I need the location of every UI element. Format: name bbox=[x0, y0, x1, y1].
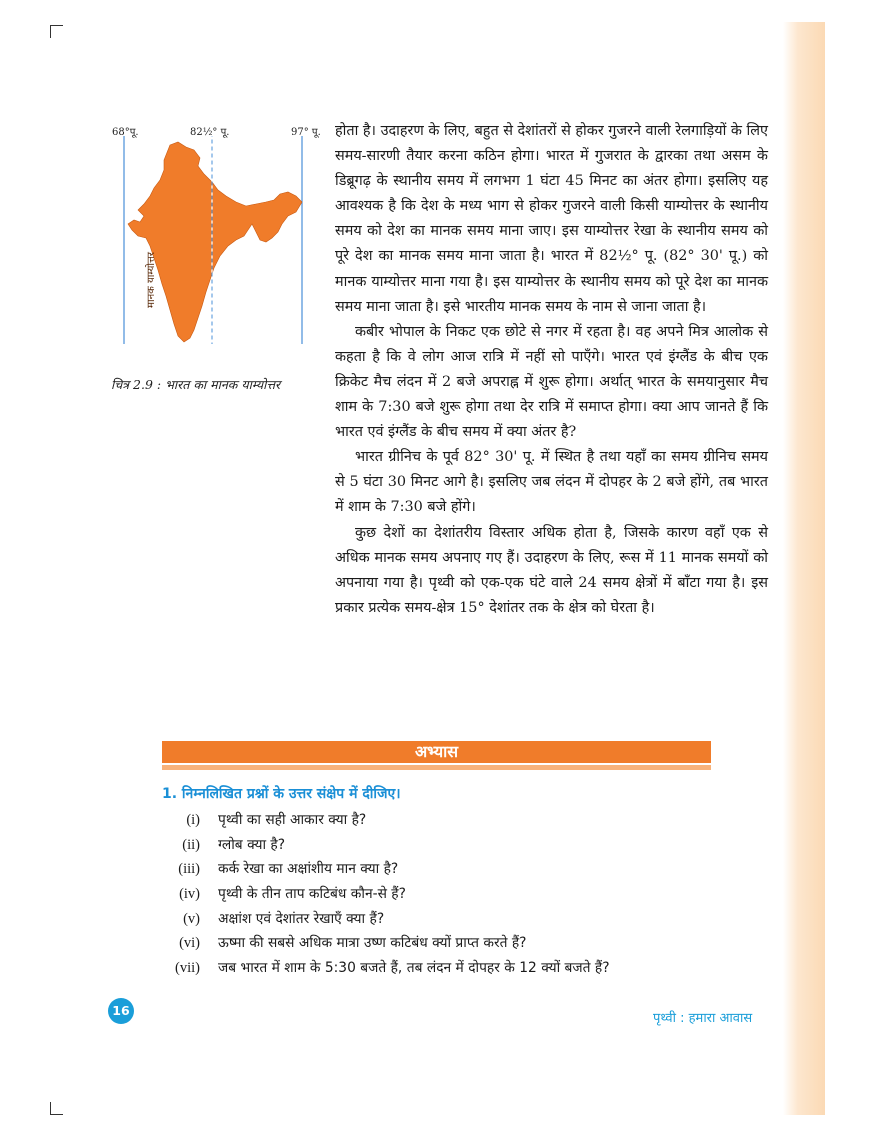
question-number: (vi) bbox=[179, 935, 200, 952]
question-item bbox=[160, 956, 740, 981]
question-item bbox=[160, 907, 740, 932]
question-list bbox=[160, 808, 740, 981]
figure-caption: चित्र 2.9 : भारत का मानक याम्योत्तर bbox=[111, 377, 281, 392]
paragraph-3: भारत ग्रीनिच के पूर्व 82° 30' पू. में स्थित है तथा यहाँ का समय ग्रीनिच समय से 5 घंटा 30 मिनट आगे है। इसलिए जब लंदन में दोपहर के 2 बजे होंगे, तब भारत में शाम के 7:30 बजे होंगे। bbox=[335, 449, 768, 516]
exercise-divider bbox=[162, 765, 711, 770]
question-number: (i) bbox=[186, 812, 200, 828]
page-number-badge: 16 bbox=[108, 998, 134, 1024]
meridian-label-68: 68°पू. bbox=[112, 127, 139, 138]
crop-mark-top bbox=[50, 25, 63, 38]
question-text: ग्लोब क्या है? bbox=[218, 836, 286, 853]
question-item bbox=[160, 808, 740, 833]
india-outline bbox=[128, 142, 302, 342]
meridian-label-82: 82½° पू. bbox=[190, 127, 230, 138]
question-number: (ii) bbox=[182, 836, 200, 853]
map-meridian-text: मानक याम्योत्तर bbox=[146, 251, 157, 308]
question-text: कर्क रेखा का अक्षांशीय मान क्या है? bbox=[218, 861, 399, 878]
page-edge-band bbox=[783, 22, 825, 1115]
paragraph-2: कबीर भोपाल के निकट एक छोटे से नगर में रहता है। वह अपने मित्र आलोक से कहता है कि वे लोग आज रात्रि में नहीं सो पाएँगे। भारत एवं इंग्लैंड के बीच एक क्रिकेट मैच लंदन में 2 बजे अपराह्न में शुरू होगा। अर्थात् भारत के समयानुसार मैच शाम के 7:30 बजे शुरू होगा तथा देर रात्रि में समाप्त होगा। क्या आप जानते हैं कि भारत एवं इंग्लैंड के बीच समय में क्या अंतर है? bbox=[335, 323, 768, 441]
question-item bbox=[160, 833, 740, 858]
question-item bbox=[160, 882, 740, 907]
map-graphic bbox=[108, 120, 308, 352]
crop-mark-bottom bbox=[50, 1102, 63, 1115]
question-text: ऊष्मा की सबसे अधिक मात्रा उष्ण कटिबंध क्यों प्राप्त करते हैं? bbox=[218, 935, 527, 952]
question-number: (iv) bbox=[179, 886, 200, 903]
paragraph-1: होता है। उदाहरण के लिए, बहुत से देशांतरों से होकर गुजरने वाली रेलगाड़ियों के लिए समय-सारणी तैयार करना कठिन होगा। भारत में गुजरात के द्वारका तथा असम के डिब्रूगढ़ के स्थानीय समय में लगभग 1 घंटा 45 मिनट का अंतर होगा। इसलिए यह आवश्यक है कि देश के मध्य भाग से होकर गुजरने वाली किसी याम्योत्तर के स्थानीय समय को देश का मानक समय माना जाए। इस याम्योत्तर रेखा के स्थानीय समय को पूरे देश का मानक समय माना जाता है। भारत में 82½° पू. (82° 30' पू.) को मानक याम्योत्तर माना गया है। इस याम्योत्तर के स्थानीय समय को पूरे देश का मानक समय माना जाता है। इसे भारतीय मानक समय के नाम से जाना जाता है। bbox=[335, 123, 768, 315]
question-item bbox=[160, 857, 740, 882]
paragraph-4: कुछ देशों का देशांतरीय विस्तार अधिक होता है, जिसके कारण वहाँ एक से अधिक मानक समय अपनाए गए हैं। उदाहरण के लिए, रूस में 11 मानक समयों को अपनाया गया है। पृथ्वी को एक-एक घंटे वाले 24 समय क्षेत्रों में बाँटा गया है। इस प्रकार प्रत्येक समय-क्षेत्र 15° देशांतर तक के क्षेत्र को घेरता है। bbox=[335, 524, 768, 616]
exercise-heading: अभ्यास bbox=[162, 741, 711, 763]
question-heading: 1. निम्नलिखित प्रश्नों के उत्तर संक्षेप में दीजिए। bbox=[162, 786, 401, 802]
question-number: (vii) bbox=[175, 960, 200, 977]
book-title: पृथ्वी : हमारा आवास bbox=[653, 1011, 753, 1026]
question-text: अक्षांश एवं देशांतर रेखाएँ क्या हैं? bbox=[218, 910, 385, 927]
question-number: (v) bbox=[183, 910, 200, 927]
question-item bbox=[160, 931, 740, 956]
body-text bbox=[335, 119, 768, 621]
india-standard-meridian-map bbox=[108, 120, 321, 352]
question-text: पृथ्वी का सही आकार क्या है? bbox=[218, 812, 367, 828]
question-text: जब भारत में शाम के 5:30 बजते हैं, तब लंदन में दोपहर के 12 क्यों बजते हैं? bbox=[218, 960, 610, 977]
question-text: पृथ्वी के तीन ताप कटिबंध कौन-से हैं? bbox=[218, 886, 406, 903]
meridian-label-97: 97° पू. bbox=[291, 127, 321, 138]
question-number: (iii) bbox=[178, 861, 200, 878]
